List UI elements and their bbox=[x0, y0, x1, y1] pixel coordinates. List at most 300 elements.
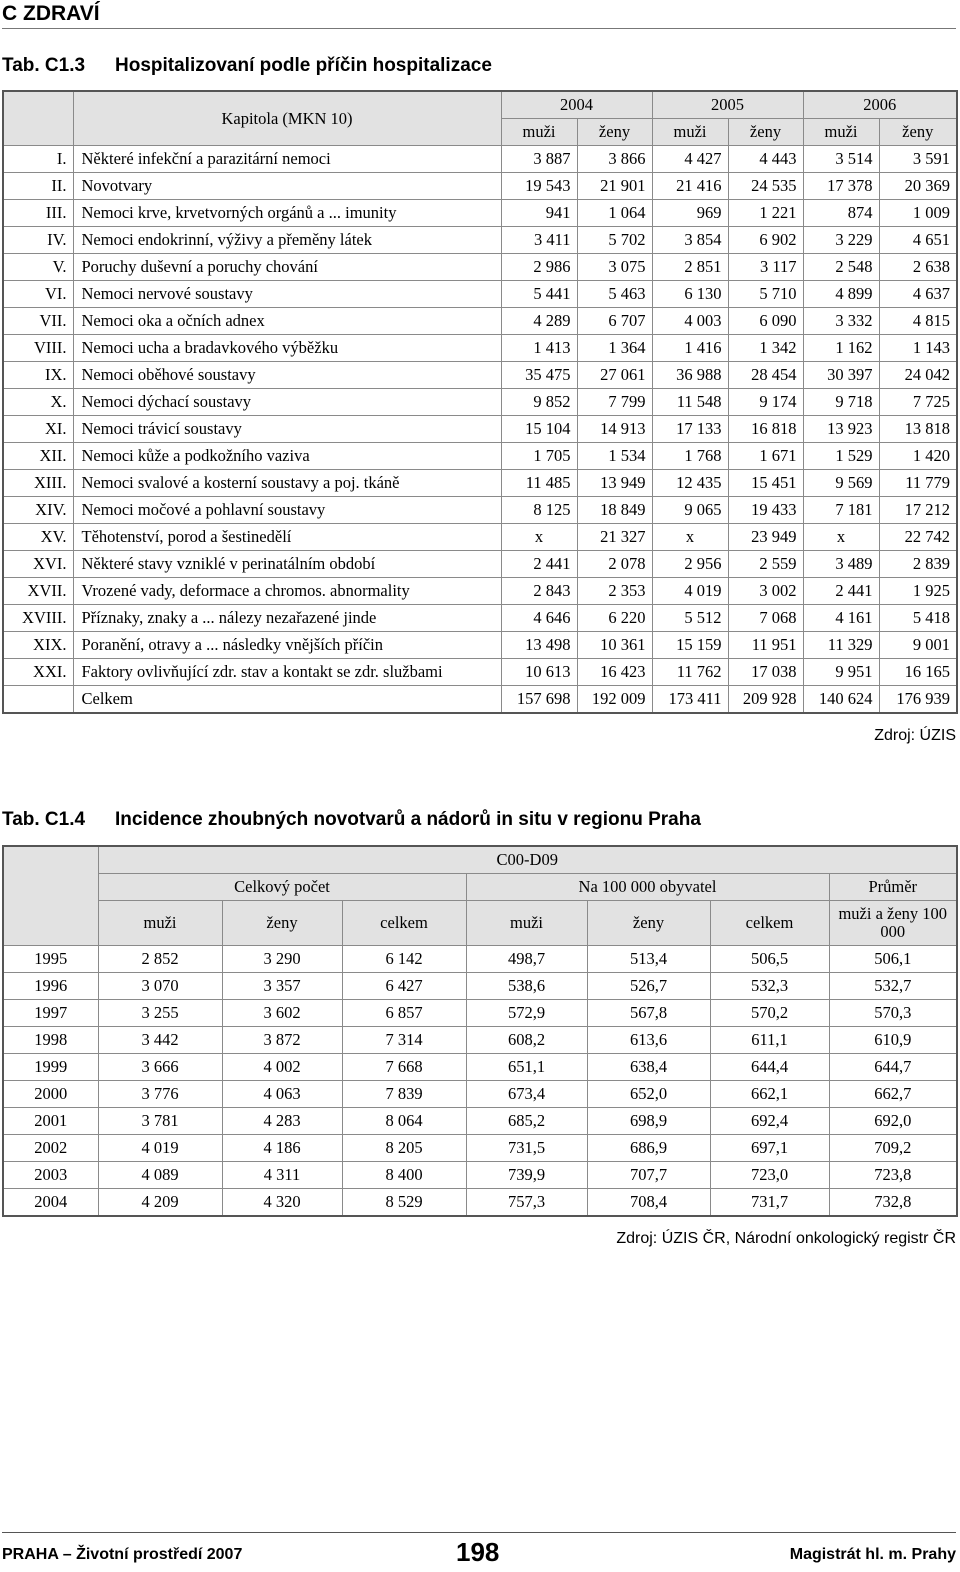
value-cell: 36 988 bbox=[652, 362, 728, 389]
value-cell: 19 433 bbox=[728, 497, 803, 524]
total-value: 176 939 bbox=[879, 686, 957, 714]
chapter-name: Některé infekční a parazitární nemoci bbox=[73, 146, 501, 173]
value-cell: 7 314 bbox=[342, 1027, 466, 1054]
value-cell: 24 535 bbox=[728, 173, 803, 200]
value-cell: 1 364 bbox=[577, 335, 652, 362]
header-kapitola: Kapitola (MKN 10) bbox=[73, 91, 501, 146]
value-cell: 27 061 bbox=[577, 362, 652, 389]
value-cell: 538,6 bbox=[466, 973, 587, 1000]
value-cell: 4 019 bbox=[98, 1135, 222, 1162]
value-cell: 8 400 bbox=[342, 1162, 466, 1189]
value-cell: 2 956 bbox=[652, 551, 728, 578]
value-cell: 4 443 bbox=[728, 146, 803, 173]
value-cell: 2 839 bbox=[879, 551, 957, 578]
value-cell: 4 289 bbox=[501, 308, 577, 335]
value-cell: 9 001 bbox=[879, 632, 957, 659]
value-cell: 2 353 bbox=[577, 578, 652, 605]
value-cell: 7 181 bbox=[803, 497, 879, 524]
value-cell: 685,2 bbox=[466, 1108, 587, 1135]
value-cell: 3 781 bbox=[98, 1108, 222, 1135]
value-cell: 3 255 bbox=[98, 1000, 222, 1027]
table-row bbox=[3, 1189, 957, 1217]
header-average: Průměr bbox=[829, 874, 957, 901]
value-cell: 5 441 bbox=[501, 281, 577, 308]
value-cell: 3 872 bbox=[222, 1027, 342, 1054]
chapter-number: III. bbox=[3, 200, 73, 227]
chapter-number: IV. bbox=[3, 227, 73, 254]
table-row bbox=[3, 470, 957, 497]
value-cell: 4 089 bbox=[98, 1162, 222, 1189]
header-total-count: Celkový počet bbox=[98, 874, 466, 901]
year-cell: 2000 bbox=[3, 1081, 98, 1108]
total-value: 140 624 bbox=[803, 686, 879, 714]
value-cell: 7 668 bbox=[342, 1054, 466, 1081]
value-cell: 4 019 bbox=[652, 578, 728, 605]
year-cell: 1995 bbox=[3, 946, 98, 973]
value-cell: 739,9 bbox=[466, 1162, 587, 1189]
value-cell: 969 bbox=[652, 200, 728, 227]
value-cell: 941 bbox=[501, 200, 577, 227]
value-cell: 8 529 bbox=[342, 1189, 466, 1217]
value-cell: 3 332 bbox=[803, 308, 879, 335]
table-row bbox=[3, 281, 957, 308]
chapter-name: Nemoci krve, krvetvorných orgánů a ... imunity bbox=[73, 200, 501, 227]
chapter-name: Nemoci kůže a podkožního vaziva bbox=[73, 443, 501, 470]
chapter-number: XVI. bbox=[3, 551, 73, 578]
value-cell: 4 320 bbox=[222, 1189, 342, 1217]
table-row bbox=[3, 308, 957, 335]
chapter-number: IX. bbox=[3, 362, 73, 389]
value-cell: 874 bbox=[803, 200, 879, 227]
total-label: Celkem bbox=[73, 686, 501, 714]
value-cell: 1 705 bbox=[501, 443, 577, 470]
table-row bbox=[3, 254, 957, 281]
value-cell: 21 327 bbox=[577, 524, 652, 551]
value-cell: 4 651 bbox=[879, 227, 957, 254]
chapter-number: VI. bbox=[3, 281, 73, 308]
chapter-name: Těhotenství, porod a šestinedělí bbox=[73, 524, 501, 551]
header-sex: ženy bbox=[728, 119, 803, 146]
chapter-number: XII. bbox=[3, 443, 73, 470]
table-row bbox=[3, 605, 957, 632]
value-cell: 21 416 bbox=[652, 173, 728, 200]
value-cell: 4 003 bbox=[652, 308, 728, 335]
chapter-number: XXI. bbox=[3, 659, 73, 686]
value-cell: 708,4 bbox=[587, 1189, 710, 1217]
value-cell: 6 220 bbox=[577, 605, 652, 632]
table2-source: Zdroj: ÚZIS ČR, Národní onkologický registr ČR bbox=[616, 1230, 956, 1247]
value-cell: 3 591 bbox=[879, 146, 957, 173]
value-cell: 35 475 bbox=[501, 362, 577, 389]
value-cell: 7 799 bbox=[577, 389, 652, 416]
value-cell: 5 418 bbox=[879, 605, 957, 632]
value-cell: 572,9 bbox=[466, 1000, 587, 1027]
chapter-number: XVIII. bbox=[3, 605, 73, 632]
value-cell: 3 866 bbox=[577, 146, 652, 173]
incidence-table-body bbox=[3, 946, 957, 1217]
value-cell: 4 002 bbox=[222, 1054, 342, 1081]
table2-title: Incidence zhoubných novotvarů a nádorů in situ v regionu Praha bbox=[115, 809, 701, 830]
value-cell: 1 413 bbox=[501, 335, 577, 362]
value-cell: 9 065 bbox=[652, 497, 728, 524]
table1-number: Tab. C1.3 bbox=[2, 55, 86, 76]
table-row bbox=[3, 416, 957, 443]
value-cell: 16 818 bbox=[728, 416, 803, 443]
value-cell: 3 411 bbox=[501, 227, 577, 254]
value-cell: 16 165 bbox=[879, 659, 957, 686]
value-cell: 9 951 bbox=[803, 659, 879, 686]
corner-cell bbox=[3, 91, 73, 146]
value-cell: 698,9 bbox=[587, 1108, 710, 1135]
value-cell: 11 329 bbox=[803, 632, 879, 659]
table2-caption bbox=[2, 809, 701, 831]
chapter-name: Nemoci svalové a kosterní soustavy a poj. tkáně bbox=[73, 470, 501, 497]
value-cell: 662,1 bbox=[710, 1081, 829, 1108]
value-cell: 1 064 bbox=[577, 200, 652, 227]
header-sex: muži bbox=[652, 119, 728, 146]
value-cell: 673,4 bbox=[466, 1081, 587, 1108]
value-cell: 6 427 bbox=[342, 973, 466, 1000]
value-cell: 692,0 bbox=[829, 1108, 957, 1135]
value-cell: 1 671 bbox=[728, 443, 803, 470]
value-cell: 17 212 bbox=[879, 497, 957, 524]
value-cell: 723,8 bbox=[829, 1162, 957, 1189]
chapter-number: VIII. bbox=[3, 335, 73, 362]
chapter-name: Nemoci trávicí soustavy bbox=[73, 416, 501, 443]
total-value: 192 009 bbox=[577, 686, 652, 714]
value-cell: 6 090 bbox=[728, 308, 803, 335]
header-year: 2004 bbox=[501, 91, 652, 119]
value-cell: 9 569 bbox=[803, 470, 879, 497]
table-row bbox=[3, 362, 957, 389]
value-cell: 3 514 bbox=[803, 146, 879, 173]
value-cell: 2 441 bbox=[803, 578, 879, 605]
value-cell: 2 638 bbox=[879, 254, 957, 281]
value-cell: 5 512 bbox=[652, 605, 728, 632]
table2-number: Tab. C1.4 bbox=[2, 809, 86, 830]
value-cell: 11 485 bbox=[501, 470, 577, 497]
header-year: 2006 bbox=[803, 91, 957, 119]
value-cell: 4 311 bbox=[222, 1162, 342, 1189]
value-cell: 1 420 bbox=[879, 443, 957, 470]
value-cell: 3 002 bbox=[728, 578, 803, 605]
year-cell: 2003 bbox=[3, 1162, 98, 1189]
total-value: 209 928 bbox=[728, 686, 803, 714]
value-cell: x bbox=[803, 524, 879, 551]
value-cell: 692,4 bbox=[710, 1108, 829, 1135]
value-cell: 652,0 bbox=[587, 1081, 710, 1108]
chapter-number: XIII. bbox=[3, 470, 73, 497]
table-row bbox=[3, 632, 957, 659]
value-cell: 3 229 bbox=[803, 227, 879, 254]
value-cell: 19 543 bbox=[501, 173, 577, 200]
value-cell: 506,1 bbox=[829, 946, 957, 973]
value-cell: 731,7 bbox=[710, 1189, 829, 1217]
value-cell: 613,6 bbox=[587, 1027, 710, 1054]
value-cell: 8 064 bbox=[342, 1108, 466, 1135]
section-divider bbox=[2, 28, 956, 29]
table1-title: Hospitalizovaní podle příčin hospitalizace bbox=[115, 55, 492, 76]
value-cell: 2 441 bbox=[501, 551, 577, 578]
year-cell: 2004 bbox=[3, 1189, 98, 1217]
value-cell: 1 416 bbox=[652, 335, 728, 362]
value-cell: 1 342 bbox=[728, 335, 803, 362]
table1-source: Zdroj: ÚZIS bbox=[874, 727, 956, 744]
total-row bbox=[3, 686, 957, 714]
page-number: 198 bbox=[456, 1537, 500, 1567]
value-cell: 570,2 bbox=[710, 1000, 829, 1027]
value-cell: 18 849 bbox=[577, 497, 652, 524]
header-group: C00-D09 bbox=[98, 846, 957, 874]
chapter-number: II. bbox=[3, 173, 73, 200]
value-cell: 1 009 bbox=[879, 200, 957, 227]
year-cell: 1999 bbox=[3, 1054, 98, 1081]
value-cell: 4 899 bbox=[803, 281, 879, 308]
chapter-name: Novotvary bbox=[73, 173, 501, 200]
value-cell: 526,7 bbox=[587, 973, 710, 1000]
value-cell: 9 852 bbox=[501, 389, 577, 416]
value-cell: 709,2 bbox=[829, 1135, 957, 1162]
header-sex: muži bbox=[501, 119, 577, 146]
value-cell: 732,8 bbox=[829, 1189, 957, 1217]
value-cell: 6 130 bbox=[652, 281, 728, 308]
value-cell: 757,3 bbox=[466, 1189, 587, 1217]
value-cell: 3 357 bbox=[222, 973, 342, 1000]
value-cell: 644,4 bbox=[710, 1054, 829, 1081]
value-cell: 1 143 bbox=[879, 335, 957, 362]
chapter-name: Nemoci endokrinní, výživy a přeměny látek bbox=[73, 227, 501, 254]
chapter-name: Příznaky, znaky a ... nálezy nezařazené jinde bbox=[73, 605, 501, 632]
value-cell: 2 078 bbox=[577, 551, 652, 578]
chapter-name: Poranění, otravy a ... následky vnějších příčin bbox=[73, 632, 501, 659]
hospitalization-table bbox=[2, 90, 958, 714]
value-cell: 7 068 bbox=[728, 605, 803, 632]
value-cell: 17 378 bbox=[803, 173, 879, 200]
value-cell: 1 768 bbox=[652, 443, 728, 470]
value-cell: 20 369 bbox=[879, 173, 957, 200]
value-cell: 15 104 bbox=[501, 416, 577, 443]
corner-cell bbox=[3, 846, 98, 946]
value-cell: 3 887 bbox=[501, 146, 577, 173]
table-row bbox=[3, 1000, 957, 1027]
value-cell: 10 361 bbox=[577, 632, 652, 659]
value-cell: 3 666 bbox=[98, 1054, 222, 1081]
value-cell: 4 815 bbox=[879, 308, 957, 335]
table-row bbox=[3, 227, 957, 254]
value-cell: 15 159 bbox=[652, 632, 728, 659]
value-cell: 4 063 bbox=[222, 1081, 342, 1108]
header-sex: ženy bbox=[222, 901, 342, 946]
chapter-name: Nemoci oka a očních adnex bbox=[73, 308, 501, 335]
value-cell: 532,7 bbox=[829, 973, 957, 1000]
value-cell: 2 851 bbox=[652, 254, 728, 281]
table-row bbox=[3, 524, 957, 551]
header-sex: muži bbox=[98, 901, 222, 946]
chapter-number: VII. bbox=[3, 308, 73, 335]
value-cell: 24 042 bbox=[879, 362, 957, 389]
table-row bbox=[3, 1081, 957, 1108]
value-cell: 1 162 bbox=[803, 335, 879, 362]
header-sex: muži bbox=[803, 119, 879, 146]
value-cell: 651,1 bbox=[466, 1054, 587, 1081]
chapter-number: V. bbox=[3, 254, 73, 281]
hospitalization-table-body bbox=[3, 146, 957, 686]
value-cell: 4 637 bbox=[879, 281, 957, 308]
value-cell: 3 075 bbox=[577, 254, 652, 281]
value-cell: 3 489 bbox=[803, 551, 879, 578]
header-average-sub: muži a ženy 100 000 bbox=[829, 901, 957, 946]
value-cell: 731,5 bbox=[466, 1135, 587, 1162]
header-sex: celkem bbox=[710, 901, 829, 946]
value-cell: 16 423 bbox=[577, 659, 652, 686]
total-blank-cell bbox=[3, 686, 73, 714]
value-cell: 6 707 bbox=[577, 308, 652, 335]
table-row bbox=[3, 173, 957, 200]
value-cell: 9 174 bbox=[728, 389, 803, 416]
value-cell: 723,0 bbox=[710, 1162, 829, 1189]
value-cell: x bbox=[652, 524, 728, 551]
table-row bbox=[3, 1054, 957, 1081]
value-cell: 9 718 bbox=[803, 389, 879, 416]
value-cell: 5 463 bbox=[577, 281, 652, 308]
table-row bbox=[3, 1108, 957, 1135]
value-cell: 6 857 bbox=[342, 1000, 466, 1027]
value-cell: 611,1 bbox=[710, 1027, 829, 1054]
year-cell: 1998 bbox=[3, 1027, 98, 1054]
value-cell: 610,9 bbox=[829, 1027, 957, 1054]
value-cell: 13 923 bbox=[803, 416, 879, 443]
value-cell: 532,3 bbox=[710, 973, 829, 1000]
value-cell: 608,2 bbox=[466, 1027, 587, 1054]
value-cell: 1 925 bbox=[879, 578, 957, 605]
value-cell: 8 205 bbox=[342, 1135, 466, 1162]
value-cell: 662,7 bbox=[829, 1081, 957, 1108]
chapter-name: Nemoci močové a pohlavní soustavy bbox=[73, 497, 501, 524]
value-cell: 1 534 bbox=[577, 443, 652, 470]
chapter-number: XV. bbox=[3, 524, 73, 551]
table-row bbox=[3, 551, 957, 578]
value-cell: 1 529 bbox=[803, 443, 879, 470]
value-cell: 3 776 bbox=[98, 1081, 222, 1108]
value-cell: 4 186 bbox=[222, 1135, 342, 1162]
value-cell: 11 762 bbox=[652, 659, 728, 686]
year-cell: 1997 bbox=[3, 1000, 98, 1027]
table-row bbox=[3, 1135, 957, 1162]
table-row bbox=[3, 335, 957, 362]
value-cell: 2 986 bbox=[501, 254, 577, 281]
chapter-number: XI. bbox=[3, 416, 73, 443]
value-cell: 14 913 bbox=[577, 416, 652, 443]
value-cell: 6 902 bbox=[728, 227, 803, 254]
table-row bbox=[3, 659, 957, 686]
value-cell: 2 559 bbox=[728, 551, 803, 578]
value-cell: 13 949 bbox=[577, 470, 652, 497]
header-sex: ženy bbox=[587, 901, 710, 946]
value-cell: 5 710 bbox=[728, 281, 803, 308]
table-row bbox=[3, 1162, 957, 1189]
value-cell: 15 451 bbox=[728, 470, 803, 497]
year-cell: 1996 bbox=[3, 973, 98, 1000]
chapter-name: Některé stavy vzniklé v perinatálním období bbox=[73, 551, 501, 578]
value-cell: 4 209 bbox=[98, 1189, 222, 1217]
value-cell: 23 949 bbox=[728, 524, 803, 551]
section-title: C ZDRAVÍ bbox=[2, 2, 100, 25]
value-cell: 644,7 bbox=[829, 1054, 957, 1081]
chapter-name: Vrozené vady, deformace a chromos. abnormality bbox=[73, 578, 501, 605]
chapter-name: Faktory ovlivňující zdr. stav a kontakt se zdr. službami bbox=[73, 659, 501, 686]
value-cell: 22 742 bbox=[879, 524, 957, 551]
value-cell: 11 951 bbox=[728, 632, 803, 659]
header-per-100000: Na 100 000 obyvatel bbox=[466, 874, 829, 901]
value-cell: 13 498 bbox=[501, 632, 577, 659]
chapter-name: Nemoci ucha a bradavkového výběžku bbox=[73, 335, 501, 362]
footer-rule bbox=[2, 1532, 956, 1533]
value-cell: 12 435 bbox=[652, 470, 728, 497]
total-value: 173 411 bbox=[652, 686, 728, 714]
table-row bbox=[3, 146, 957, 173]
value-cell: 5 702 bbox=[577, 227, 652, 254]
chapter-name: Nemoci oběhové soustavy bbox=[73, 362, 501, 389]
value-cell: 4 427 bbox=[652, 146, 728, 173]
value-cell: 638,4 bbox=[587, 1054, 710, 1081]
table-row bbox=[3, 578, 957, 605]
footer-publisher: Magistrát hl. m. Prahy bbox=[789, 1546, 956, 1563]
value-cell: 7 839 bbox=[342, 1081, 466, 1108]
value-cell: 4 283 bbox=[222, 1108, 342, 1135]
value-cell: 567,8 bbox=[587, 1000, 710, 1027]
value-cell: 4 161 bbox=[803, 605, 879, 632]
value-cell: 697,1 bbox=[710, 1135, 829, 1162]
chapter-name: Poruchy duševní a poruchy chování bbox=[73, 254, 501, 281]
incidence-table bbox=[2, 845, 958, 1217]
value-cell: 13 818 bbox=[879, 416, 957, 443]
table-row bbox=[3, 389, 957, 416]
value-cell: 2 843 bbox=[501, 578, 577, 605]
chapter-number: XIV. bbox=[3, 497, 73, 524]
table-row bbox=[3, 443, 957, 470]
value-cell: 8 125 bbox=[501, 497, 577, 524]
table1-caption bbox=[2, 55, 492, 77]
value-cell: 2 548 bbox=[803, 254, 879, 281]
value-cell: 2 852 bbox=[98, 946, 222, 973]
year-cell: 2002 bbox=[3, 1135, 98, 1162]
value-cell: 10 613 bbox=[501, 659, 577, 686]
value-cell: 3 442 bbox=[98, 1027, 222, 1054]
value-cell: x bbox=[501, 524, 577, 551]
header-sex: ženy bbox=[879, 119, 957, 146]
chapter-number: XIX. bbox=[3, 632, 73, 659]
value-cell: 21 901 bbox=[577, 173, 652, 200]
value-cell: 3 290 bbox=[222, 946, 342, 973]
chapter-number: I. bbox=[3, 146, 73, 173]
value-cell: 513,4 bbox=[587, 946, 710, 973]
total-value: 157 698 bbox=[501, 686, 577, 714]
value-cell: 3 117 bbox=[728, 254, 803, 281]
value-cell: 28 454 bbox=[728, 362, 803, 389]
value-cell: 30 397 bbox=[803, 362, 879, 389]
chapter-number: XVII. bbox=[3, 578, 73, 605]
chapter-name: Nemoci nervové soustavy bbox=[73, 281, 501, 308]
value-cell: 11 779 bbox=[879, 470, 957, 497]
header-year: 2005 bbox=[652, 91, 803, 119]
year-cell: 2001 bbox=[3, 1108, 98, 1135]
value-cell: 570,3 bbox=[829, 1000, 957, 1027]
value-cell: 6 142 bbox=[342, 946, 466, 973]
table-row bbox=[3, 1027, 957, 1054]
header-sex: ženy bbox=[577, 119, 652, 146]
chapter-number: X. bbox=[3, 389, 73, 416]
value-cell: 506,5 bbox=[710, 946, 829, 973]
